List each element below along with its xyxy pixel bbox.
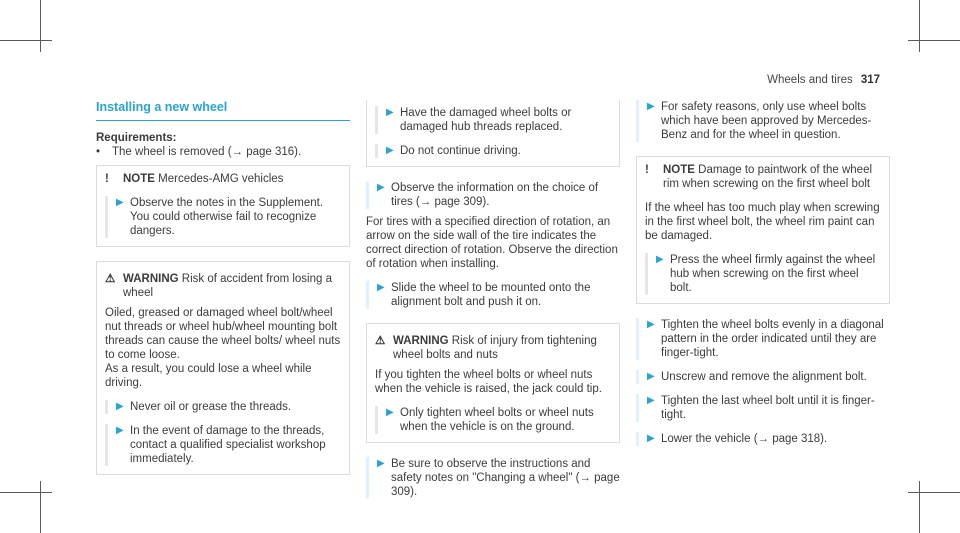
crop-mark <box>0 492 52 493</box>
crop-mark <box>40 0 41 52</box>
step-text: Tighten the last wheel bolt until it is finger-tight. <box>661 395 875 421</box>
step-text: In the event of damage to the threads, contact a qualified specialist workshop immediately. <box>130 425 326 465</box>
arrow-icon: ▶ <box>647 433 655 444</box>
step-text: Do not continue driving. <box>400 145 521 157</box>
step-item <box>636 318 890 360</box>
warning-paragraph: As a result, you could lose a wheel while driving. <box>105 363 312 389</box>
arrow-icon: ▶ <box>647 371 655 382</box>
requirement-text: The wheel is removed (→ page 316). <box>112 146 302 158</box>
step-text: Tighten the wheel bolts evenly in a diagonal pattern in the order indicated until they are finger-tight. <box>661 319 884 359</box>
step-item <box>366 281 620 309</box>
step-text: Be sure to observe the instructions and safety notes on "Changing a wheel" (→ page 309). <box>391 458 620 498</box>
step-item <box>375 144 611 158</box>
step-item <box>105 196 341 238</box>
crop-mark <box>919 481 920 533</box>
warning-box <box>366 323 620 443</box>
warning-paragraph: Oiled, greased or damaged wheel bolt/wheel nut threads or wheel hub/wheel mounting bolt threads can cause the wheel bolts/ wheel nuts to come loose. <box>105 307 341 361</box>
warning-label: WARNING <box>393 335 449 347</box>
step-item <box>105 424 341 466</box>
warning-label: WARNING <box>123 273 179 285</box>
step-item <box>375 106 611 134</box>
crop-mark <box>908 40 960 41</box>
step-item <box>636 394 890 422</box>
crop-mark <box>908 492 960 493</box>
column-2 <box>366 100 620 499</box>
arrow-icon: ▶ <box>116 425 124 436</box>
requirements-heading: Requirements: <box>96 132 177 144</box>
step-item <box>375 406 611 434</box>
step-item <box>636 432 890 446</box>
bullet-icon: • <box>96 146 101 158</box>
note-text: Mercedes-AMG vehicles <box>158 173 284 185</box>
note-label: NOTE <box>123 173 155 185</box>
crop-mark <box>0 40 52 41</box>
step-item <box>636 100 890 142</box>
body-paragraph: For tires with a specified direction of rotation, an arrow on the side wall of the tire indicates the correct direction of rotation. Observe the direction of rotation when installing. <box>366 216 618 270</box>
note-box <box>96 165 350 247</box>
step-text: Unscrew and remove the alignment bolt. <box>661 371 867 383</box>
arrow-icon: ▶ <box>386 145 394 156</box>
step-text: For safety reasons, only use wheel bolts which have been approved by Mercedes-Benz and for the wheel in question. <box>661 101 872 141</box>
warning-icon: ⚠ <box>105 273 116 285</box>
warning-icon: ⚠ <box>375 335 386 347</box>
note-box <box>636 156 890 304</box>
step-item <box>366 181 620 209</box>
arrow-icon: ▶ <box>377 282 385 293</box>
note-icon: ! <box>105 173 109 185</box>
arrow-icon: ▶ <box>647 395 655 406</box>
step-item <box>645 253 881 295</box>
requirement-item <box>96 145 350 159</box>
warning-title: Risk of accident from losing a wheel <box>123 273 332 299</box>
warning-box <box>96 261 350 475</box>
step-text: Press the wheel firmly against the wheel hub when screwing on the first wheel bolt. <box>670 254 876 294</box>
section-title: Installing a new wheel <box>96 100 350 121</box>
step-text: Observe the information on the choice of tires (→ page 309). <box>391 182 599 208</box>
arrow-icon: ▶ <box>386 107 394 118</box>
arrow-icon: ▶ <box>377 182 385 193</box>
running-header <box>767 74 880 86</box>
note-paragraph: If the wheel has too much play when screwing in the first wheel bolt, the wheel rim paint can be damaged. <box>645 202 880 242</box>
step-text: Never oil or grease the threads. <box>130 401 292 413</box>
step-text: Lower the vehicle (→ page 318). <box>661 433 828 445</box>
step-item <box>105 400 341 414</box>
note-icon: ! <box>645 164 649 176</box>
step-text: Only tighten wheel bolts or wheel nuts when the vehicle is on the ground. <box>400 407 594 433</box>
column-1 <box>96 100 350 475</box>
arrow-icon: ▶ <box>116 197 124 208</box>
column-3 <box>636 100 890 446</box>
step-text: Slide the wheel to be mounted onto the alignment bolt and push it on. <box>391 282 591 308</box>
note-label: NOTE <box>663 164 695 176</box>
arrow-icon: ▶ <box>647 319 655 330</box>
arrow-icon: ▶ <box>647 101 655 112</box>
step-text: Observe the notes in the Supplement. You could otherwise fail to recognize dangers. <box>130 197 324 237</box>
arrow-icon: ▶ <box>386 407 394 418</box>
step-item <box>636 370 890 384</box>
warning-box-continued <box>366 100 620 167</box>
step-item <box>366 457 620 499</box>
arrow-icon: ▶ <box>656 254 664 265</box>
warning-paragraph: If you tighten the wheel bolts or wheel nuts when the vehicle is raised, the jack could tip. <box>375 369 602 395</box>
arrow-icon: ▶ <box>116 401 124 412</box>
crop-mark <box>40 481 41 533</box>
note-title: Damage to paintwork of the wheel rim when screwing on the first wheel bolt <box>663 164 873 190</box>
crop-mark <box>919 0 920 52</box>
page-number: 317 <box>860 74 880 86</box>
section-name: Wheels and tires <box>767 74 853 86</box>
warning-title: Risk of injury from tightening wheel bolts and nuts <box>393 335 597 361</box>
arrow-icon: ▶ <box>377 458 385 469</box>
step-text: Have the damaged wheel bolts or damaged hub threads replaced. <box>400 107 572 133</box>
